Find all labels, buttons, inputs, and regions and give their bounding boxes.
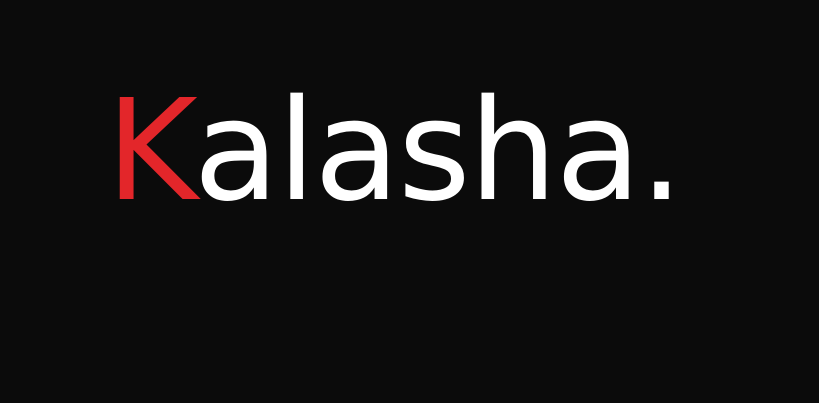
brand-wordmark	[106, 70, 682, 233]
wordmark-rest: alasha.	[193, 70, 682, 233]
wordmark-initial: K	[106, 70, 194, 233]
